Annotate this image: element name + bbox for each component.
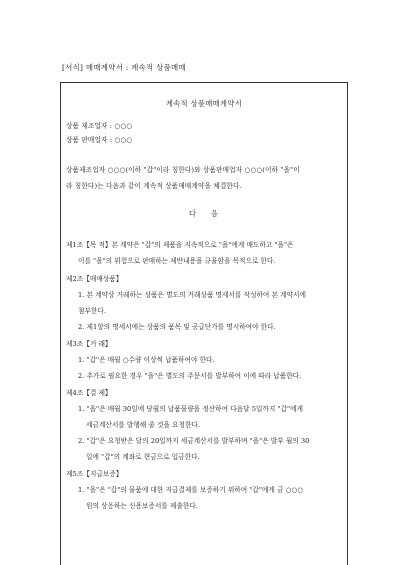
article-2-line: 첨부한다. xyxy=(78,307,106,315)
article-3-line: 2. 추가로 필요한 경우 "을"은 별도의 주문서를 발부하여 이에 따라 납품한다. xyxy=(78,372,302,380)
article-4-heading: 제4조【결 제】 xyxy=(66,389,112,397)
article-4-line: 2. "갑"은 요청받은 달의 20일까지 세금계산서를 발부하며 "을"은 발부 월의 30 xyxy=(78,437,310,445)
party-seller: 상품 판매업자 : ○○○ xyxy=(66,136,133,144)
intro-paragraph-line: 상품제조업자 ○○○(이하 "갑"이라 칭한다)와 상품판매업자 ○○○(이하 "을"이 xyxy=(66,166,300,174)
section-heading-char: 다 xyxy=(189,209,196,218)
article-2-line: 2. 제1항의 명세서에는 상품의 품목 및 공급단가를 명시하여야 한다. xyxy=(78,323,276,331)
article-1-heading: 제1조【목 적】본 계약은 "갑"의 제품을 지속적으로 "을"에게 매도하고 "을"은 xyxy=(66,241,294,249)
article-5-line: 1. "을"은 "갑"의 물품에 대한 지급결제를 보증하기 위하여 "갑"에게 금 ○○○ xyxy=(78,486,304,494)
contract-document xyxy=(60,82,348,565)
document-title: 계속적 상품매매계약서 xyxy=(165,99,243,108)
article-4-line: 세금계산서를 발행해 줄 것을 요청한다. xyxy=(86,421,200,429)
article-2-line: 1. 본 계약상 거래하는 상품은 별도의 거래상품 명세서를 작성하여 본 계약서에 xyxy=(78,291,306,299)
form-caption: [서식] 매매계약서 : 계속적 상품매매 xyxy=(62,63,186,72)
article-1-line: 이를 "을"의 위험으로 판매하는 제반내용을 규율함을 목적으로 한다. xyxy=(78,257,276,265)
section-heading-char: 음 xyxy=(211,209,218,218)
article-4-line: 1. "을"은 매월 30일에 당월의 납품물량을 정산하여 다음달 5일까지 "갑"에게 xyxy=(78,405,304,413)
party-maker: 상품 제조업자 : ○○○ xyxy=(66,122,133,130)
article-3-line: 1. "갑"은 매월 ○수량 이상씩 납품하여야 한다. xyxy=(78,356,215,364)
article-2-heading: 제2조【매매상품】 xyxy=(66,275,123,283)
article-5-heading: 제5조【지급보증】 xyxy=(66,470,123,478)
intro-paragraph-line: 라 칭한다)는 다음과 같이 계속적 상품매매계약을 체결한다. xyxy=(66,182,242,190)
article-4-line: 일에 "갑"의 계좌로 현금으로 입금한다. xyxy=(86,453,200,461)
article-5-line: 원의 상응하는 신용보증서를 제출한다. xyxy=(86,502,198,510)
article-3-heading: 제3조【거 래】 xyxy=(66,340,112,348)
